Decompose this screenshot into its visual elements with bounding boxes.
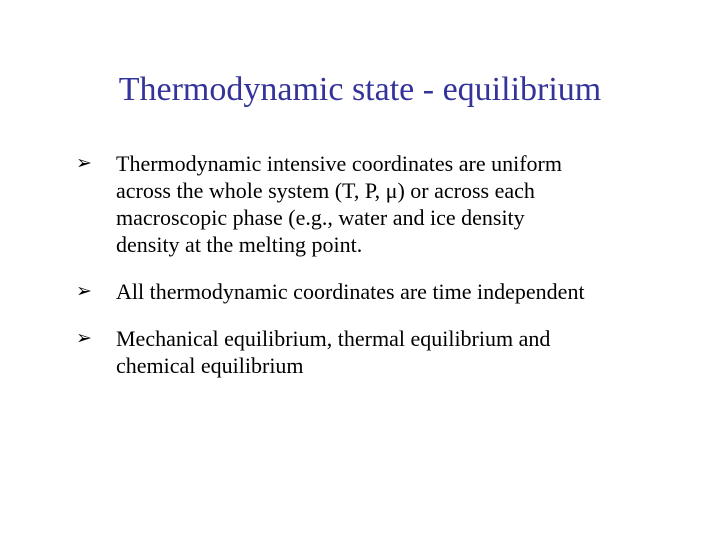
bullet-line: Mechanical equilibrium, thermal equilibrium and: [116, 326, 551, 351]
bullet-line: across the whole system (T, P, μ) or across each: [116, 178, 535, 203]
arrow-bullet-icon: ➢: [76, 152, 92, 174]
bullet-line: macroscopic phase (e.g., water and ice density: [116, 205, 525, 230]
arrow-bullet-icon: ➢: [76, 327, 92, 349]
bullet-item-3: [76, 325, 676, 379]
bullet-line: density at the melting point.: [116, 232, 363, 257]
bullet-list: [76, 150, 676, 399]
bullet-text: [116, 150, 676, 258]
bullet-text: [116, 325, 676, 379]
bullet-text: [116, 278, 676, 305]
bullet-line: All thermodynamic coordinates are time independent: [116, 279, 585, 304]
bullet-item-2: [76, 278, 676, 305]
arrow-bullet-icon: ➢: [76, 280, 92, 302]
bullet-line: chemical equilibrium: [116, 353, 304, 378]
slide-title: Thermodynamic state - equilibrium: [118, 71, 602, 108]
bullet-line: Thermodynamic intensive coordinates are uniform: [116, 151, 562, 176]
bullet-item-1: [76, 150, 676, 258]
